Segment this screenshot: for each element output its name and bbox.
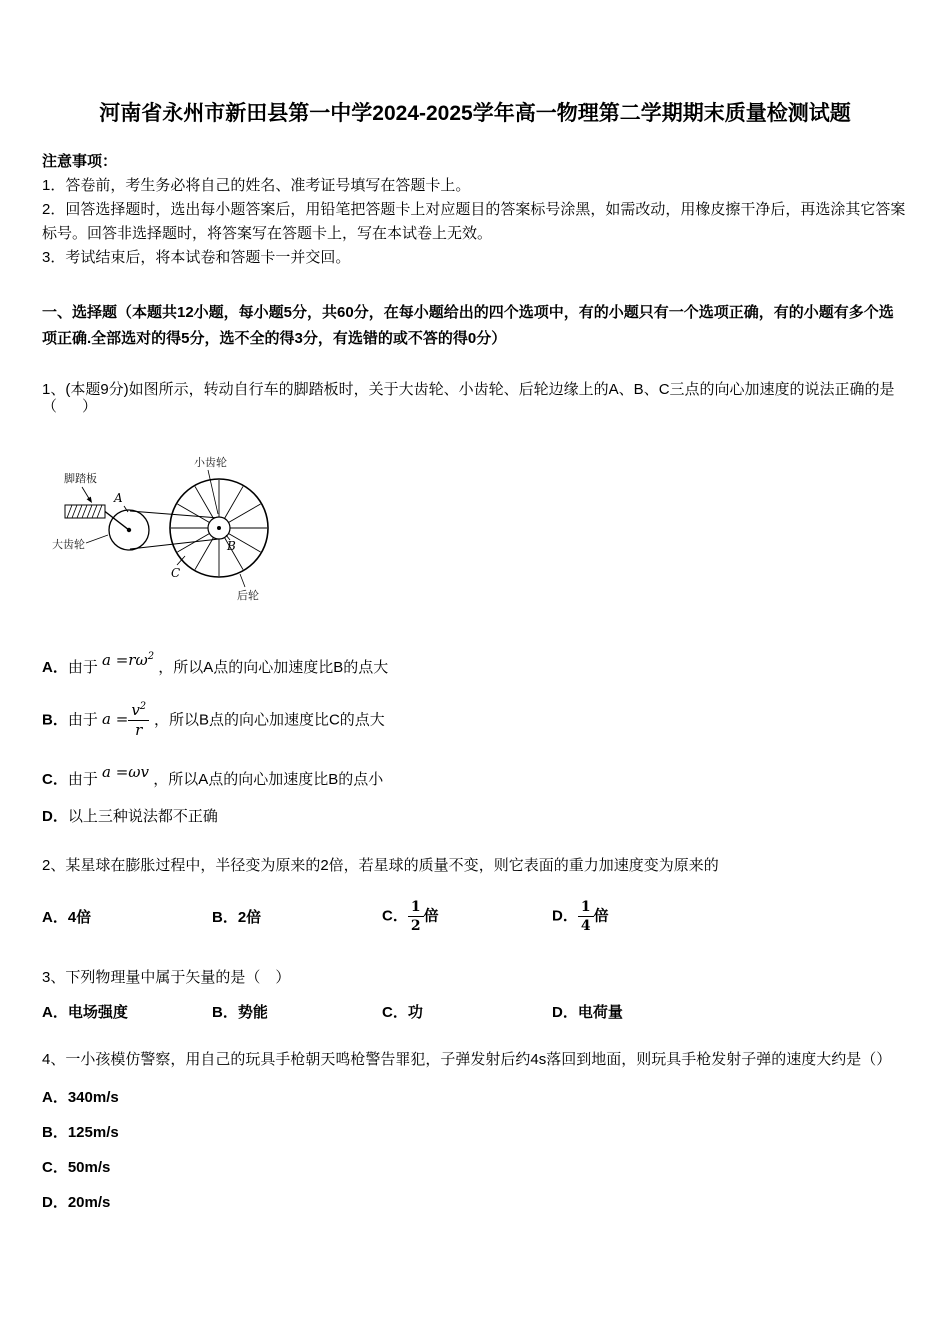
question-1-stem	[42, 376, 908, 430]
q1-option-c-pre: 由于	[67, 770, 98, 788]
q3-option-c: C．功	[382, 1003, 423, 1021]
q1-option-d-letter: D．	[42, 807, 68, 825]
q2-option-c-letter: C．	[382, 907, 408, 925]
notice-item-1: 1．答卷前，考生务必将自己的姓名、准考证号填写在答题卡上。	[42, 177, 471, 194]
pedal-icon	[65, 505, 105, 518]
q2-option-d-letter: D．	[552, 907, 578, 925]
pedal-label: 脚踏板	[64, 473, 97, 485]
one-quarter-fraction: $\frac{1}{4}$	[578, 899, 594, 934]
q1-option-c	[42, 762, 908, 789]
question-1-text: 1、(本题9分)如图所示，转动自行车的脚踏板时，关于大齿轮、小齿轮、后轮边缘上的A、B、C三点的向心加速度的说法正确的是	[42, 381, 895, 398]
q1-option-a-pre: 由于	[67, 659, 98, 676]
q2-option-c-suffix: 倍	[423, 907, 439, 925]
q1-option-a	[42, 651, 908, 677]
small-gear-pointer	[208, 470, 218, 514]
q3-option-b: B．势能	[212, 1003, 268, 1021]
q2-option-a: A．4倍	[42, 908, 92, 926]
point-b-label: B	[227, 539, 236, 553]
fraction-numerator: $v^2$	[128, 701, 149, 721]
question-4-options	[42, 1087, 908, 1213]
point-c-label: C	[171, 566, 181, 580]
question-4-stem: 4、一小孩模仿警察，用自己的玩具手枪朝天鸣枪警告罪犯，子弹发射后约4s落回到地面，则玩具手枪发射子弹的速度大约是（）	[42, 1050, 892, 1068]
formula-lhs: a =	[102, 710, 129, 729]
q2-option-d	[552, 899, 722, 934]
q2-option-d-suffix: 倍	[593, 907, 609, 925]
fraction	[128, 701, 149, 740]
q3-option-d: D．电荷量	[552, 1003, 623, 1021]
big-gear-center	[127, 528, 131, 532]
q4-option-c: C．50m/s	[42, 1158, 111, 1176]
rear-wheel-label: 后轮	[237, 590, 259, 602]
q1-option-a-letter: A．	[42, 659, 68, 676]
point-c-tick	[177, 556, 185, 565]
q2-option-b: B．2倍	[212, 908, 262, 926]
rear-wheel-pointer	[240, 574, 245, 587]
question-3-stem: 3、下列物理量中属于矢量的是（ ）	[42, 968, 291, 986]
q1-option-a-post: ，所以A点的向心加速度比B的点大	[158, 659, 389, 676]
big-gear-pointer	[86, 535, 108, 543]
formula-a-equals-r-omega-squared	[102, 651, 154, 669]
bicycle-gear-figure	[52, 448, 392, 613]
formula-exponent: 2	[147, 651, 155, 662]
formula-body: a =rω	[102, 651, 148, 669]
q3-option-a: A．电场强度	[42, 1003, 128, 1021]
pedal-arrow-head	[87, 497, 92, 503]
fraction-denominator: r	[135, 721, 143, 740]
q4-option-d: D．20m/s	[42, 1193, 111, 1211]
q1-option-b-letter: B．	[42, 711, 68, 729]
q1-option-d	[42, 805, 908, 826]
q4-option-a: A．340m/s	[42, 1088, 119, 1106]
section-1-heading: 一、选择题（本题共12小题，每小题5分，共60分，在每小题给出的四个选项中，有的小题只有一个选项正确，有的小题有多个选项正确.全部选对的得5分，选不全的得3分，有选错的或不答的得0分）	[42, 304, 894, 347]
question-1-figure	[52, 448, 908, 618]
one-half-fraction: $\frac{1}{2}$	[408, 899, 424, 934]
notice-heading: 注意事项：	[42, 153, 118, 170]
notice-item-2: 2．回答选择题时，选出每小题答案后，用铅笔把答题卡上对应题目的答案标号涂黑，如需改动，用橡皮擦干净后，再选涂其它答案标号。回答非选择题时，将答案写在答题卡上，写在本试卷上无效。	[42, 201, 906, 242]
q1-option-c-letter: C．	[42, 770, 68, 788]
notice-block	[42, 150, 908, 270]
page-title: 河南省永州市新田县第一中学2024-2025学年高一物理第二学期期末质量检测试题	[99, 102, 851, 125]
notice-item-3: 3．考试结束后，将本试卷和答题卡一并交回。	[42, 249, 351, 266]
formula-exponent: 2	[139, 701, 147, 712]
q2-option-c	[382, 899, 552, 934]
q1-option-b	[42, 701, 908, 740]
question-2-options	[42, 899, 908, 934]
answer-paren: （ ）	[42, 398, 98, 415]
big-gear-label: 大齿轮	[52, 539, 85, 551]
q4-option-b: B．125m/s	[42, 1123, 119, 1141]
small-gear-label: 小齿轮	[194, 457, 227, 469]
q1-option-b-pre: 由于	[67, 711, 98, 729]
pedal-arrow-line	[82, 487, 89, 499]
question-3-options	[42, 1001, 908, 1022]
formula-a-equals-v-squared-over-r	[102, 701, 154, 740]
hub-center	[217, 526, 221, 530]
point-a-label: A	[114, 491, 123, 505]
q1-option-d-text: 以上三种说法都不正确	[67, 807, 218, 825]
q1-option-c-post: ，所以A点的向心加速度比B的点小	[153, 770, 384, 788]
q1-option-b-post: ，所以B点的向心加速度比C的点大	[153, 711, 385, 729]
question-2-stem: 2、某星球在膨胀过程中，半径变为原来的2倍，若星球的质量不变，则它表面的重力加速度变为原来的	[42, 856, 719, 874]
formula-a-equals-omega-v: a =ωv	[102, 762, 150, 781]
